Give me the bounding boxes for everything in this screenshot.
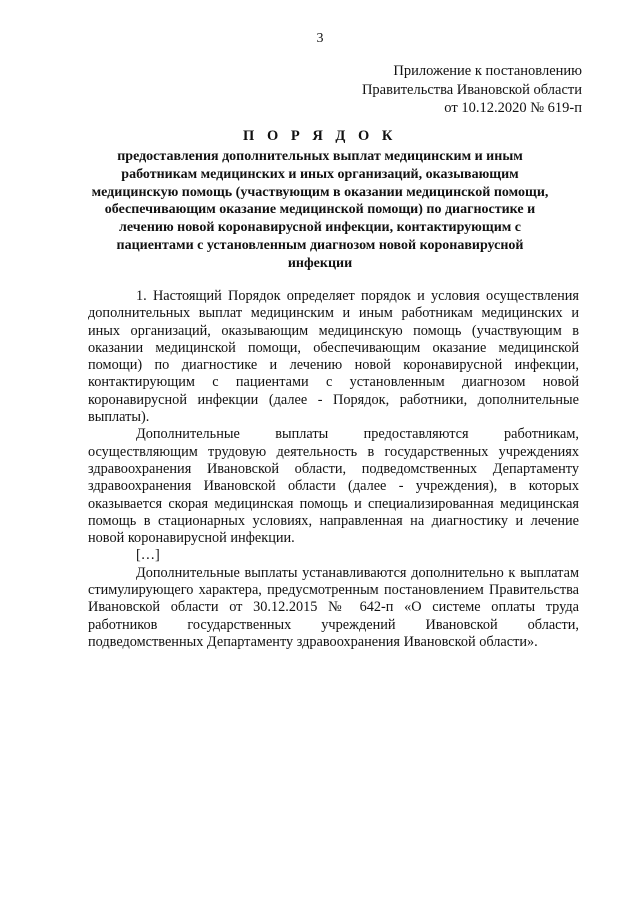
document-title: П О Р Я Д О К xyxy=(243,128,397,144)
paragraph-4: Дополнительные выплаты устанавливаются дополнительно к выплатам стимулирующего характера, предусмотренным постановлением Правительства Ивановской области от 30.12.2015 № 642-п «О системе оплаты труда работников государственных учреждений Ивановской области, подведомственных Департаменту здравоохранения Ивановской области». xyxy=(88,564,579,650)
appendix-line-3: от 10.12.2020 № 619-п xyxy=(444,100,582,116)
page-number: 3 xyxy=(316,31,324,46)
paragraph-3: […] xyxy=(136,547,160,564)
document-body xyxy=(88,288,579,651)
appendix-line-1: Приложение к постановлению xyxy=(393,63,582,79)
appendix-line-2: Правительства Ивановской области xyxy=(361,81,582,98)
paragraph-1: 1. Настоящий Порядок определяет порядок и условия осуществления дополнительных выплат медицинским и иным работникам медицинских и иных организаций, оказывающим медицинскую помощь (участвующим в оказании медицинской помощи, обеспечивающим оказание медицинской помощи) по диагностике и лечению новой коронавирусной инфекции, контактирующим с пациентами с установленным диагнозом новой коронавирусной инфекции (далее - Порядок, работники, дополнительные выплаты). xyxy=(88,288,579,426)
document-subtitle: предоставления дополнительных выплат медицинским и иным работникам медицинских и иных организаций, оказывающим медицинскую помощь (участвующим в оказании медицинской помощи, обеспечивающим оказание медицинской помощи) по диагностике и лечению новой коронавирусной инфекции, контактирующим с пациентами с установленным диагнозом новой коронавирусной инфекции xyxy=(91,149,549,271)
paragraph-2: Дополнительные выплаты предоставляются работникам, осуществляющим трудовую деятельность в государственных учреждениях здравоохранения Ивановской области, подведомственных Департаменту здравоохранения Ивановской области (далее - учреждения), в которых оказывается скорая медицинская помощь и специализированная медицинская помощь в стационарных условиях, направленная на диагностику и лечение новой коронавирусной инфекции. xyxy=(88,426,579,547)
appendix-header xyxy=(282,62,582,118)
